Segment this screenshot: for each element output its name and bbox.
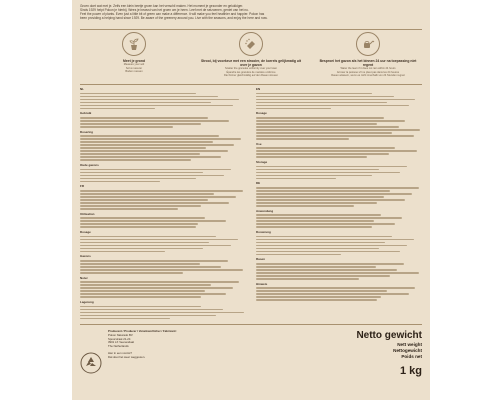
right-column (256, 88, 422, 318)
text-line (256, 178, 336, 180)
instruction-block (80, 131, 246, 161)
text-line (80, 144, 234, 146)
text-line (80, 309, 223, 311)
instruction-text (80, 217, 246, 228)
text-line (80, 208, 178, 210)
text-line (256, 196, 384, 198)
text-line (256, 169, 379, 171)
text-line (256, 226, 372, 228)
text-line (256, 217, 402, 219)
instruction-block (256, 210, 422, 228)
intro-line: Feel the power of plants. Even just a little bit of green can make a difference. It will make you feel healthier and happier. Pokon has (80, 12, 265, 16)
step-text: Rasen wässern, wenn es nicht innerhalb von 24 Stunden regnet (331, 74, 405, 78)
text-line (256, 254, 341, 256)
instruction-heading: Lagerung (80, 299, 94, 304)
text-line (256, 236, 392, 238)
text-line (80, 284, 211, 286)
instruction-text (80, 236, 246, 253)
instruction-text (80, 169, 246, 183)
instruction-text (256, 147, 422, 158)
instruction-text (80, 135, 246, 160)
instruction-block (80, 277, 246, 298)
left-column (80, 88, 246, 318)
text-line (256, 202, 377, 204)
text-line (256, 266, 376, 268)
instruction-text (80, 281, 246, 298)
text-line (256, 248, 379, 250)
text-line (256, 105, 409, 107)
usage-steps (80, 32, 422, 80)
text-line (80, 178, 196, 180)
step-text: Scatter the granules uniformly over your lawn (224, 67, 278, 70)
instruction-text (80, 306, 246, 320)
scoop-icon (239, 32, 263, 56)
text-line (256, 272, 419, 274)
text-line (256, 239, 414, 241)
step-text: Water the lawn if it does not rain within 24 hours (340, 67, 396, 70)
step-title: Meet je grond (122, 59, 146, 63)
instruction-heading: Dosering (80, 129, 94, 134)
text-line (80, 290, 205, 292)
text-line (80, 315, 216, 317)
text-line (80, 296, 201, 298)
divider (80, 84, 422, 85)
instruction-heading: NL (80, 87, 84, 91)
producer-line: The Netherlands (108, 344, 129, 349)
instruction-block (80, 164, 246, 182)
step-1 (80, 32, 188, 80)
plant-pot-icon (122, 32, 146, 56)
net-weight-en: Nett weight (397, 342, 422, 347)
step-text: Boden messen (125, 70, 143, 74)
step-text: Die Körner gleichmäßig auf den Rasen streuen (223, 74, 279, 78)
instruction-block (80, 88, 246, 109)
text-line (256, 245, 407, 247)
text-line (80, 239, 238, 241)
text-line (80, 169, 231, 171)
text-line (80, 123, 201, 125)
text-line (80, 248, 203, 250)
text-line (256, 126, 399, 128)
text-line (256, 132, 392, 134)
intro-line: been providing a helping hand since 1929. Be aware of the greenery around you. Live with the seasons, and enjoy the here and now. (80, 16, 268, 20)
instruction-heading: Rasen (256, 257, 266, 262)
text-line (256, 120, 405, 122)
step-title: Strooi, bij voorkeur met een strooier, de korrels gelijkmatig uit over je gazon (200, 59, 302, 67)
text-line (256, 214, 381, 216)
instruction-block (256, 182, 422, 206)
instruction-heading: Hinweis (256, 281, 268, 286)
instruction-block (256, 88, 422, 109)
producer-line: 3901 LX Veenendaal (108, 340, 134, 345)
text-line (80, 220, 226, 222)
text-line (80, 306, 201, 308)
instruction-heading: DE (256, 181, 261, 186)
producer-line: Spoorstraat 21-24 (108, 336, 131, 341)
instruction-block (256, 161, 422, 179)
instruction-block (256, 143, 422, 158)
instruction-heading: Utilisation (80, 211, 95, 216)
text-line (80, 312, 244, 314)
text-line (256, 102, 387, 104)
text-line (256, 135, 414, 137)
instruction-heading: Dosage (80, 229, 91, 234)
text-line (256, 199, 405, 201)
text-line (80, 245, 231, 247)
text-line (256, 293, 409, 295)
text-line (80, 242, 209, 244)
text-line (80, 287, 233, 289)
instruction-block (80, 112, 246, 127)
text-line (256, 193, 412, 195)
producer-note: Dat doet het weer weggooien. (108, 354, 146, 359)
instructions-columns (80, 88, 422, 318)
text-line (80, 117, 208, 119)
instruction-heading: Anwendung (256, 208, 274, 213)
text-line (80, 318, 170, 320)
instruction-text (256, 93, 422, 110)
text-line (80, 156, 221, 158)
text-line (256, 150, 417, 152)
product-label (72, 0, 430, 400)
text-line (256, 287, 415, 289)
text-line (80, 236, 216, 238)
intro-text (80, 4, 422, 20)
step-text: Arroser la pelouse s'il ne pleut pas dans les 24 heures (336, 70, 400, 74)
instruction-heading: Dosierung (256, 229, 271, 234)
instruction-heading: Oude gazons (80, 162, 99, 167)
instruction-text (80, 117, 246, 128)
instruction-block (256, 231, 422, 255)
watering-can-icon (356, 32, 380, 56)
instruction-text (256, 117, 422, 139)
text-line (256, 223, 395, 225)
net-weight-de: Nettogewicht (393, 347, 422, 353)
step-2 (197, 32, 305, 80)
text-line (256, 190, 390, 192)
text-line (80, 135, 219, 137)
text-line (256, 147, 395, 149)
text-line (80, 153, 200, 155)
text-line (256, 175, 372, 177)
text-line (256, 138, 349, 140)
label-footer (80, 330, 422, 396)
net-weight (238, 330, 422, 396)
instruction-heading: Gazons (80, 254, 91, 259)
text-line (80, 260, 228, 262)
instruction-block (80, 231, 246, 252)
text-line (256, 156, 367, 158)
text-line (256, 153, 389, 155)
text-line (256, 251, 400, 253)
text-line (256, 129, 420, 131)
instruction-block (80, 213, 246, 228)
text-line (80, 272, 183, 274)
text-line (80, 99, 239, 101)
instruction-block (256, 112, 422, 139)
instruction-text (256, 236, 422, 256)
text-line (80, 120, 229, 122)
net-weight-title: Netto gewicht (356, 330, 422, 341)
instruction-heading: EN (256, 87, 261, 91)
step-text: Sol à mesurer (125, 66, 143, 70)
text-line (80, 172, 203, 174)
instruction-heading: Storage (256, 159, 268, 164)
instruction-text (256, 263, 422, 280)
step-title: Besproei het gazon als het binnen 24 uur na toepassing niet regent (319, 59, 417, 67)
text-line (256, 187, 419, 189)
instruction-text (256, 187, 422, 207)
divider (80, 29, 422, 30)
text-line (256, 172, 400, 174)
text-line (256, 99, 415, 101)
text-line (80, 266, 221, 268)
instruction-heading: Gebruik (80, 111, 92, 116)
text-line (80, 263, 200, 265)
text-line (80, 96, 218, 98)
instruction-block (256, 283, 422, 301)
text-line (256, 205, 354, 207)
instruction-text (256, 166, 422, 180)
text-line (256, 123, 377, 125)
text-line (256, 296, 381, 298)
step-3 (314, 32, 422, 80)
text-line (80, 226, 196, 228)
text-line (80, 93, 196, 95)
instruction-heading: Noter (80, 275, 88, 280)
text-line (80, 147, 206, 149)
instruction-heading: Use (256, 141, 262, 146)
producer-info (108, 330, 238, 396)
text-line (80, 217, 205, 219)
instruction-text (80, 190, 246, 210)
text-line (80, 223, 198, 225)
instruction-block (80, 301, 246, 319)
text-line (80, 205, 201, 207)
text-line (256, 93, 372, 95)
text-line (80, 281, 239, 283)
text-line (80, 293, 226, 295)
text-line (80, 199, 208, 201)
instruction-text (80, 260, 246, 274)
text-line (80, 193, 214, 195)
text-line (80, 126, 173, 128)
step-text: Measure your soil (123, 63, 145, 66)
text-line (256, 299, 377, 301)
text-line (256, 275, 390, 277)
producer-line: Pokon Naturado BV (108, 332, 133, 337)
instruction-text (256, 287, 422, 301)
net-weight-value: 1 kg (399, 365, 422, 378)
text-line (80, 150, 228, 152)
net-weight-fr: Poids net (401, 353, 422, 359)
text-line (256, 242, 385, 244)
text-line (80, 269, 243, 271)
text-line (80, 202, 229, 204)
intro-line: Sinds 1929 helpt Pokon je hierbij. Wees je bewust van het groen om je heen. Leef met de seizoenen, geniet van het nu. (80, 8, 249, 12)
recycle-icon (80, 352, 102, 374)
text-line (256, 117, 384, 119)
instruction-text (256, 214, 422, 228)
text-line (256, 220, 374, 222)
text-line (80, 141, 213, 143)
text-line (80, 138, 241, 140)
instruction-block (256, 258, 422, 279)
producer-heading: Producent / Producer / Verantwortlicher / Fabricant: (108, 329, 177, 333)
instruction-heading: Dosage (256, 111, 267, 116)
text-line (256, 263, 404, 265)
text-line (256, 278, 359, 280)
text-line (80, 196, 236, 198)
text-line (80, 181, 160, 183)
instruction-text (80, 93, 246, 110)
text-line (256, 290, 387, 292)
producer-note: Hier in een vonnis? (108, 350, 132, 355)
instruction-block (80, 255, 246, 273)
instruction-heading: FR (80, 184, 84, 189)
text-line (80, 190, 243, 192)
text-line (256, 96, 394, 98)
text-line (80, 159, 191, 161)
text-line (80, 108, 155, 110)
text-line (256, 166, 407, 168)
text-line (256, 269, 397, 271)
text-line (256, 108, 331, 110)
text-line (80, 175, 224, 177)
step-text: Épandre les granulés de manière uniforme (226, 70, 276, 74)
instruction-block (80, 185, 246, 209)
intro-line: Groen doet wat met je. Zelfs een klein beetje groen kan het verschil maken. Het moment je gezonder en gelukkiger. (80, 4, 244, 8)
divider (80, 324, 422, 325)
text-line (80, 102, 211, 104)
text-line (80, 251, 165, 253)
text-line (80, 105, 233, 107)
